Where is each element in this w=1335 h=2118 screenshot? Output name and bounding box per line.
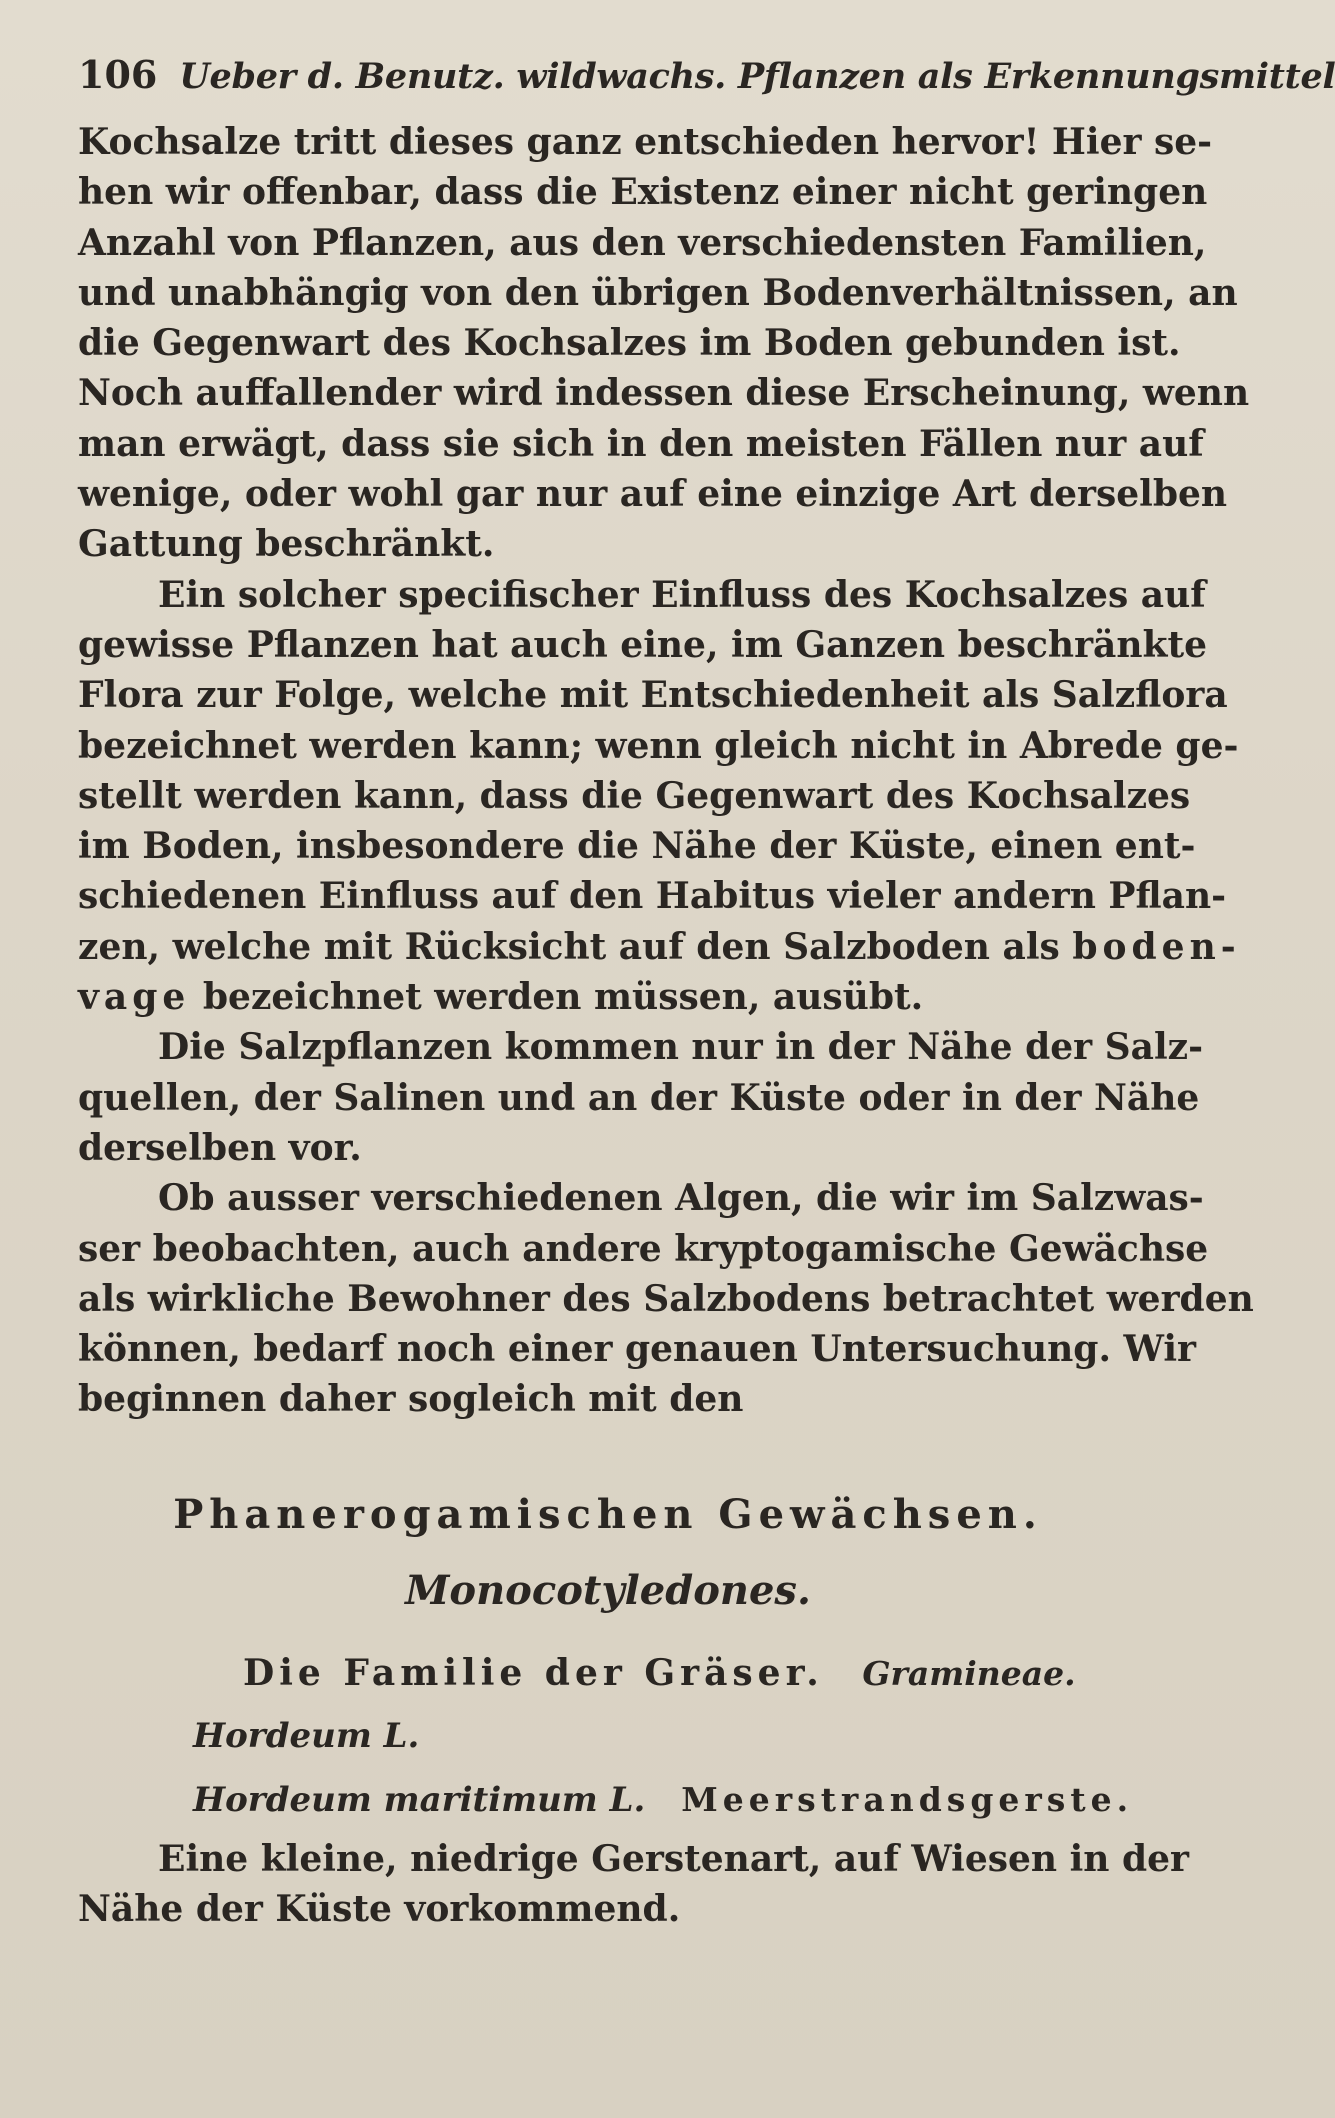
text-line-mixed bbox=[78, 922, 1241, 972]
text-line: Anzahl von Pflanzen, aus den verschiedensten Familien, bbox=[78, 221, 1207, 264]
text-line: können, bedarf noch einer genauen Untersuchung. Wir bbox=[78, 1328, 1196, 1371]
text-line: die Gegenwart des Kochsalzes im Boden gebunden ist. bbox=[78, 322, 1181, 365]
text-line: Eine kleine, niedrige Gerstenart, auf Wiesen in der bbox=[158, 1837, 1190, 1880]
text-line: quellen, der Salinen und an der Küste oder in der Nähe bbox=[78, 1076, 1200, 1119]
spaced-word: boden- bbox=[1072, 925, 1241, 968]
paragraph-3 bbox=[78, 1022, 1204, 1173]
text-line: Noch auffallender wird indessen diese Erscheinung, wenn bbox=[78, 372, 1250, 415]
paragraph-5 bbox=[78, 1834, 1190, 1935]
text-line: gewisse Pflanzen hat auch eine, im Ganzen beschränkte bbox=[78, 623, 1208, 666]
text-line: als wirkliche Bewohner des Salzbodens betrachtet werden bbox=[78, 1277, 1254, 1320]
text-fragment: bezeichnet werden müssen, ausübt. bbox=[202, 976, 924, 1019]
text-line: stellt werden kann, dass die Gegenwart des Kochsalzes bbox=[78, 774, 1191, 817]
text-line: Gattung beschränkt. bbox=[78, 523, 495, 566]
text-line: bezeichnet werden kann; wenn gleich nicht in Abrede ge- bbox=[78, 724, 1239, 767]
text-line: Die Salzpflanzen kommen nur in der Nähe der Salz- bbox=[158, 1026, 1204, 1069]
text-line: Nähe der Küste vorkommend. bbox=[78, 1888, 681, 1931]
species-heading bbox=[193, 1772, 1138, 1828]
text-fragment: zen, welche mit Rücksicht auf den Salzboden als bbox=[78, 925, 1060, 968]
running-title: Ueber d. Benutz. wildwachs. Pflanzen als Erkennungsmittel bbox=[179, 56, 1335, 97]
genus-heading: Hordeum L. bbox=[193, 1715, 420, 1756]
family-name-latin: Gramineae. bbox=[862, 1653, 1076, 1693]
paragraph-2 bbox=[78, 570, 1241, 1023]
text-line: Ein solcher specifischer Einfluss des Kochsalzes auf bbox=[158, 573, 1206, 616]
species-name-german: Meerstrandsgerste. bbox=[681, 1779, 1134, 1819]
text-line: beginnen daher sogleich mit den bbox=[78, 1378, 744, 1421]
family-name-german: Die Familie der Gräser. bbox=[243, 1651, 824, 1694]
book-page bbox=[78, 52, 1335, 1934]
section-heading: Phanerogamischen Gewächsen. bbox=[173, 1490, 1043, 1538]
text-line: wenige, oder wohl gar nur auf eine einzige Art derselben bbox=[78, 473, 1228, 516]
text-line: ser beobachten, auch andere kryptogamische Gewächse bbox=[78, 1227, 1209, 1270]
text-line-mixed bbox=[78, 972, 1138, 1022]
species-name-latin: Hordeum maritimum L. bbox=[193, 1779, 646, 1820]
text-line: schiedenen Einfluss auf den Habitus vieler andern Pflan- bbox=[78, 875, 1227, 918]
subsection-heading: Monocotyledones. bbox=[405, 1566, 811, 1614]
paragraph-1 bbox=[78, 117, 1250, 570]
paragraph-4 bbox=[78, 1173, 1254, 1424]
running-header bbox=[78, 52, 1335, 97]
spaced-word: vage bbox=[78, 976, 191, 1019]
page-number: 106 bbox=[78, 52, 158, 97]
text-line: Flora zur Folge, welche mit Entschiedenheit als Salzflora bbox=[78, 674, 1228, 717]
text-line: und unabhängig von den übrigen Bodenverhältnissen, an bbox=[78, 271, 1238, 314]
text-line: man erwägt, dass sie sich in den meisten Fällen nur auf bbox=[78, 422, 1204, 465]
text-line: Ob ausser verschiedenen Algen, die wir im Salzwas- bbox=[158, 1177, 1204, 1220]
text-line: Kochsalze tritt dieses ganz entschieden hervor! Hier se- bbox=[78, 121, 1213, 163]
text-line: derselben vor. bbox=[78, 1126, 362, 1169]
family-heading bbox=[243, 1645, 1138, 1702]
text-line: im Boden, insbesondere die Nähe der Küste, einen ent- bbox=[78, 825, 1196, 868]
text-line: hen wir offenbar, dass die Existenz einer nicht geringen bbox=[78, 171, 1208, 214]
